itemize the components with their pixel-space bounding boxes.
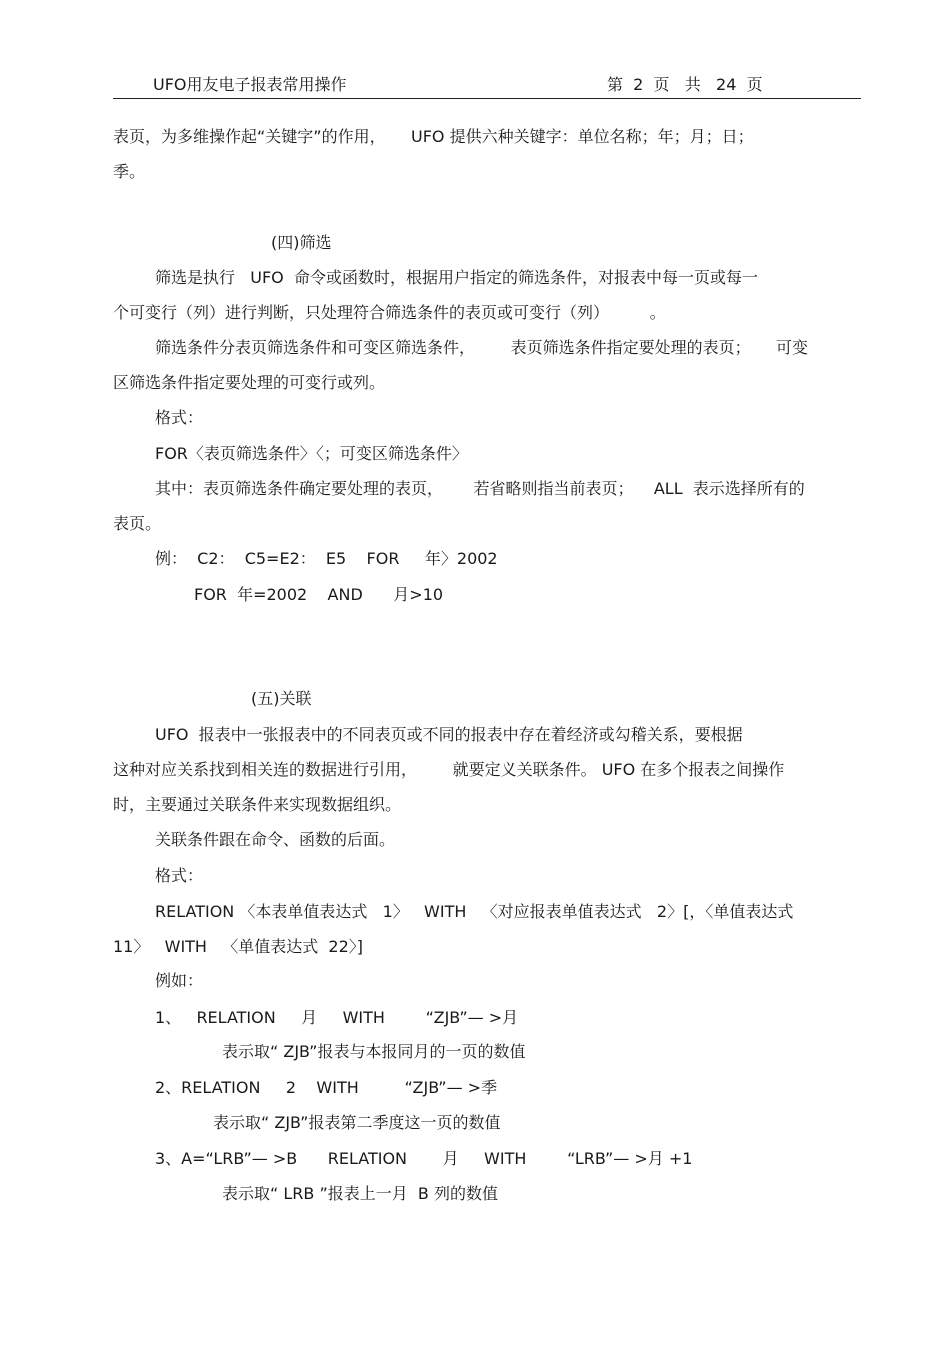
paragraph-line: UFO 报表中一张报表中的不同表页或不同的报表中存在着经济或勾稽关系，要根据 <box>155 725 743 744</box>
paragraph-line: 季。 <box>113 162 146 181</box>
paragraph-line: 其中：表页筛选条件确定要处理的表页， 若省略则指当前表页； ALL 表示选择所有的 <box>155 479 805 498</box>
paragraph-line: 筛选是执行 UFO 命令或函数时，根据用户指定的筛选条件，对报表中每一页或每一 <box>155 268 758 287</box>
paragraph-line: 个可变行（列）进行判断，只处理符合筛选条件的表页或可变行（列） 。 <box>113 303 666 322</box>
paragraph-line: 区筛选条件指定要处理的可变行或列。 <box>113 373 386 392</box>
page-header <box>113 68 861 99</box>
paragraph-line: 表页。 <box>113 514 162 533</box>
example-note: 表示取“ ZJB”报表与本报同月的一页的数值 <box>222 1042 526 1061</box>
section-heading-filter: (四)筛选 <box>271 233 332 252</box>
example-line: FOR 年=2002 AND 月>10 <box>194 585 444 604</box>
document-title: UFO用友电子报表常用操作 <box>153 75 347 94</box>
example-label: 例如： <box>155 971 204 990</box>
page-number: 第 2 页 共 24 页 <box>607 75 763 94</box>
paragraph-line: 这种对应关系找到相关连的数据进行引用， 就要定义关联条件。 UFO 在多个报表之间操作 <box>113 760 785 779</box>
paragraph-line: 关联条件跟在命令、函数的后面。 <box>155 830 396 849</box>
example-note: 表示取“ LRB ”报表上一月 B 列的数值 <box>222 1184 498 1203</box>
section-heading-relation: (五)关联 <box>251 689 312 708</box>
format-label: 格式： <box>155 408 204 427</box>
example-line: 例： C2： C5=E2： E5 FOR 年〉2002 <box>155 549 498 568</box>
example-line: 1、 RELATION 月 WITH “ZJB”— >月 <box>155 1008 519 1027</box>
example-note: 表示取“ ZJB”报表第二季度这一页的数值 <box>213 1113 501 1132</box>
syntax-line: RELATION 〈本表单值表达式 1〉 WITH 〈对应报表单值表达式 2〉[，〈单值表达式 <box>155 902 794 921</box>
example-line: 2、RELATION 2 WITH “ZJB”— >季 <box>155 1078 498 1097</box>
syntax-line: FOR〈表页筛选条件〉〈；可变区筛选条件〉 <box>155 444 468 463</box>
example-line: 3、A=“LRB”— >B RELATION 月 WITH “LRB”— >月 +1 <box>155 1149 693 1168</box>
paragraph-line: 表页，为多维操作起“关键字”的作用， UFO 提供六种关键字：单位名称；年；月；日； <box>113 127 754 146</box>
paragraph-line: 筛选条件分表页筛选条件和可变区筛选条件， 表页筛选条件指定要处理的表页； 可变 <box>155 338 809 357</box>
paragraph-line: 时，主要通过关联条件来实现数据组织。 <box>113 795 402 814</box>
format-label: 格式： <box>155 866 204 885</box>
syntax-line: 11〉 WITH 〈单值表达式 22〉] <box>113 937 363 956</box>
